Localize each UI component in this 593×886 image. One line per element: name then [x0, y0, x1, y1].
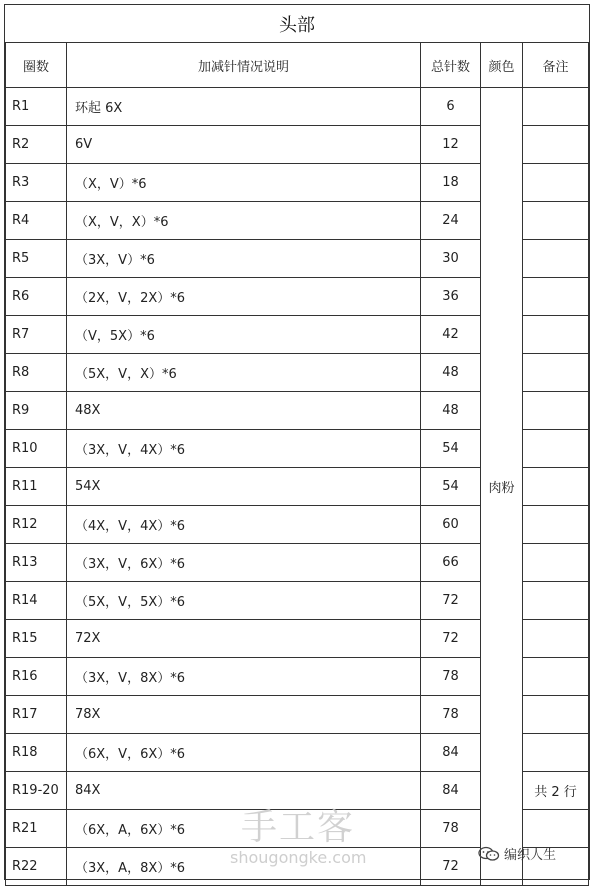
watermark-sub: shougongke.com: [230, 848, 367, 867]
note-cell: [523, 430, 589, 468]
desc-cell: 6V: [67, 126, 421, 164]
round-cell: R6: [6, 278, 67, 316]
total-cell: 84: [421, 772, 481, 810]
desc-cell: 环起 6X: [67, 88, 421, 126]
note-cell: [523, 734, 589, 772]
desc-cell: 72X: [67, 620, 421, 658]
total-cell: 60: [421, 506, 481, 544]
round-cell: R10: [6, 430, 67, 468]
round-cell: R1: [6, 88, 67, 126]
desc-cell: 48X: [67, 392, 421, 430]
desc-cell: （5X，V，5X）*6: [67, 582, 421, 620]
total-cell: 24: [421, 202, 481, 240]
total-cell: 78: [421, 810, 481, 848]
note-cell: [523, 278, 589, 316]
total-cell: 6: [421, 88, 481, 126]
total-cell: 72: [421, 620, 481, 658]
note-cell: [523, 392, 589, 430]
desc-cell: （6X，A，6X）*6: [67, 810, 421, 848]
note-cell: [523, 354, 589, 392]
desc-cell: 78X: [67, 696, 421, 734]
total-cell: 42: [421, 316, 481, 354]
desc-cell: （3X，V，6X）*6: [67, 544, 421, 582]
header-round: 圈数: [6, 43, 67, 88]
round-cell: R13: [6, 544, 67, 582]
round-cell: R8: [6, 354, 67, 392]
sheet-title: 头部: [5, 5, 589, 43]
badge-text: 编织人生: [504, 848, 557, 863]
total-cell: 84: [421, 734, 481, 772]
desc-cell: （V，5X）*6: [67, 316, 421, 354]
account-badge: [478, 844, 556, 863]
desc-cell: （2X，V，2X）*6: [67, 278, 421, 316]
round-cell: R12: [6, 506, 67, 544]
desc-cell: （3X，A，8X）*6: [67, 848, 421, 886]
wechat-icon: [478, 846, 500, 862]
desc-cell: （X，V，X）*6: [67, 202, 421, 240]
round-cell: R19-20: [6, 772, 67, 810]
total-cell: 54: [421, 468, 481, 506]
desc-cell: 84X: [67, 772, 421, 810]
header-color: 颜色: [481, 43, 523, 88]
round-cell: R22: [6, 848, 67, 886]
total-cell: 48: [421, 392, 481, 430]
table-header-row: [6, 43, 589, 88]
total-cell: 78: [421, 696, 481, 734]
note-cell: [523, 468, 589, 506]
note-cell: [523, 696, 589, 734]
total-cell: 12: [421, 126, 481, 164]
round-cell: R7: [6, 316, 67, 354]
round-cell: R2: [6, 126, 67, 164]
note-cell: [523, 582, 589, 620]
note-cell: [523, 164, 589, 202]
total-cell: 66: [421, 544, 481, 582]
watermark-main: 手工客: [240, 807, 355, 848]
round-cell: R4: [6, 202, 67, 240]
round-cell: R11: [6, 468, 67, 506]
desc-cell: （3X，V，4X）*6: [67, 430, 421, 468]
note-cell: [523, 126, 589, 164]
round-cell: R14: [6, 582, 67, 620]
desc-cell: （5X，V，X）*6: [67, 354, 421, 392]
round-cell: R3: [6, 164, 67, 202]
header-note: 备注: [523, 43, 589, 88]
desc-cell: （6X，V，6X）*6: [67, 734, 421, 772]
desc-cell: 54X: [67, 468, 421, 506]
round-cell: R9: [6, 392, 67, 430]
header-total: 总针数: [421, 43, 481, 88]
total-cell: 48: [421, 354, 481, 392]
desc-cell: （4X，V，4X）*6: [67, 506, 421, 544]
table-body: [6, 88, 589, 886]
pattern-sheet: [4, 4, 590, 880]
note-cell: [523, 810, 589, 848]
round-cell: R5: [6, 240, 67, 278]
total-cell: 36: [421, 278, 481, 316]
note-cell: [523, 202, 589, 240]
round-cell: R15: [6, 620, 67, 658]
table-row: [6, 88, 589, 126]
note-cell: [523, 506, 589, 544]
desc-cell: （3X，V）*6: [67, 240, 421, 278]
pattern-table: [5, 42, 589, 886]
desc-cell: （3X，V，8X）*6: [67, 658, 421, 696]
note-cell: [523, 240, 589, 278]
note-cell: [523, 620, 589, 658]
round-cell: R16: [6, 658, 67, 696]
note-cell: 共 2 行: [523, 772, 589, 810]
note-cell: [523, 658, 589, 696]
total-cell: 78: [421, 658, 481, 696]
total-cell: 72: [421, 582, 481, 620]
total-cell: 30: [421, 240, 481, 278]
note-cell: [523, 88, 589, 126]
desc-cell: （X，V）*6: [67, 164, 421, 202]
total-cell: 54: [421, 430, 481, 468]
total-cell: 72: [421, 848, 481, 886]
note-cell: [523, 544, 589, 582]
round-cell: R17: [6, 696, 67, 734]
color-cell: 肉粉: [481, 88, 523, 886]
round-cell: R18: [6, 734, 67, 772]
round-cell: R21: [6, 810, 67, 848]
note-cell: [523, 316, 589, 354]
total-cell: 18: [421, 164, 481, 202]
header-desc: 加减针情况说明: [67, 43, 421, 88]
